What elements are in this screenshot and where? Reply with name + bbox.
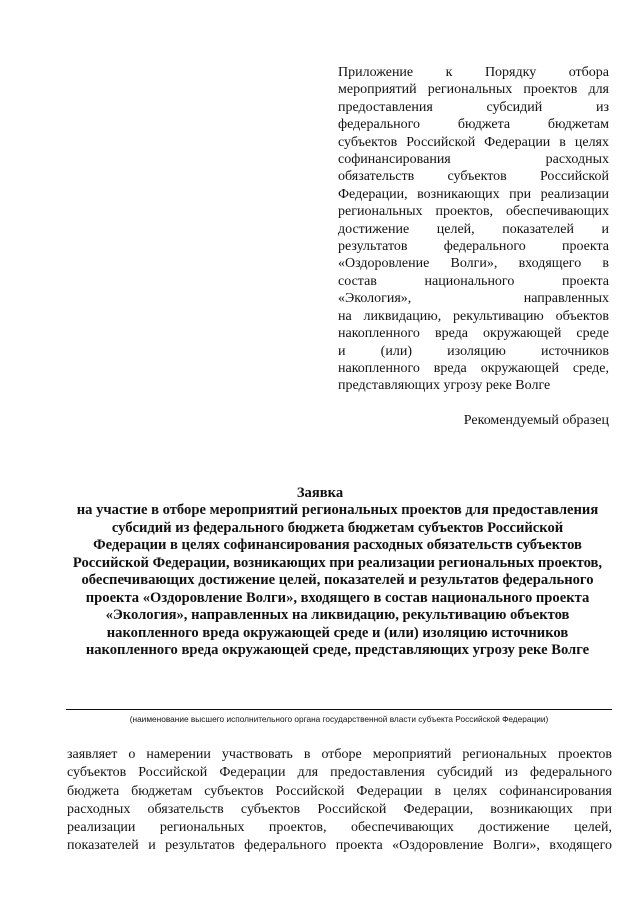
appendix-line: «Оздоровление Волги», входящего в: [338, 256, 609, 272]
appendix-line: состав национального проекта: [338, 273, 609, 289]
appendix-line: Федерации, возникающих при реализации: [338, 186, 609, 202]
appendix-line: субъектов Российской Федерации в целях: [338, 134, 609, 150]
body-line: субъектов Российской Федерации для предоставления субсидий из федерального: [67, 765, 612, 781]
subtitle-line: накопленного вреда окружающей среде, представляющих угрозу реке Волге: [85, 642, 590, 658]
appendix-line: предоставления субсидий из: [338, 99, 609, 115]
body-line: реализации региональных проектов, обеспечивающих достижение целей,: [67, 820, 612, 836]
subtitle-line: субсидий из федерального бюджета бюджетам субъектов Российской: [111, 519, 564, 536]
body-line: бюджета бюджетам субъектов Российской Федерации в целях софинансирования: [67, 783, 612, 799]
subtitle-line: обеспечивающих достижение целей, показателей и результатов федерального: [81, 572, 594, 588]
subtitle-line: «Экология», направленных на ликвидацию, рекультивацию объектов: [105, 607, 570, 623]
document-subtitle: [60, 502, 615, 660]
subtitle-line: накопленного вреда окружающей среде и (или) изоляцию источников: [106, 624, 569, 641]
appendix-line: результатов федерального проекта: [338, 239, 609, 255]
appendix-line: и (или) изоляцию источников: [338, 343, 609, 359]
appendix-line: Приложение к Порядку отбора: [338, 65, 609, 80]
appendix-line: накопленного вреда окружающей среде: [338, 326, 609, 342]
body-text: [67, 746, 612, 856]
appendix-line: мероприятий региональных проектов для: [338, 82, 609, 98]
appendix-line: «Экология», направленных: [338, 291, 609, 307]
appendix-line: софинансирования расходных: [338, 152, 609, 168]
fill-in-line: [66, 709, 612, 710]
recommended-sample-label: Рекомендуемый образец: [463, 413, 609, 428]
appendix-line: на ликвидацию, рекультивацию объектов: [338, 308, 609, 324]
appendix-line: федерального бюджета бюджетам: [338, 117, 609, 133]
appendix-line: обязательств субъектов Российской: [338, 169, 609, 185]
document-title: Заявка: [296, 485, 344, 501]
body-line: показателей и результатов федерального проекта «Оздоровление Волги», входящего: [67, 838, 612, 854]
appendix-line: представляющих угрозу реке Волге: [338, 378, 551, 394]
appendix-line: региональных проектов, обеспечивающих: [338, 204, 609, 220]
body-line: расходных обязательств субъектов Российской Федерации, возникающих при: [67, 801, 612, 817]
appendix-block: [338, 64, 609, 395]
subtitle-line: Российской Федерации, возникающих при реализации региональных проектов,: [72, 554, 603, 571]
subtitle-line: на участие в отборе мероприятий региональных проектов для предоставления: [76, 502, 599, 518]
subtitle-line: проекта «Оздоровление Волги», входящего в состав национального проекта: [85, 589, 590, 606]
appendix-line: достижение целей, показателей и: [338, 221, 609, 237]
appendix-line: накопленного вреда окружающей среде,: [338, 360, 609, 376]
subtitle-line: Федерации в целях софинансирования расходных обязательств субъектов: [93, 537, 582, 553]
body-line: заявляет о намерении участвовать в отборе мероприятий региональных проектов: [67, 747, 612, 762]
fill-in-caption: (наименование высшего исполнительного органа государственной власти субъекта Российской Федерации): [129, 714, 549, 724]
